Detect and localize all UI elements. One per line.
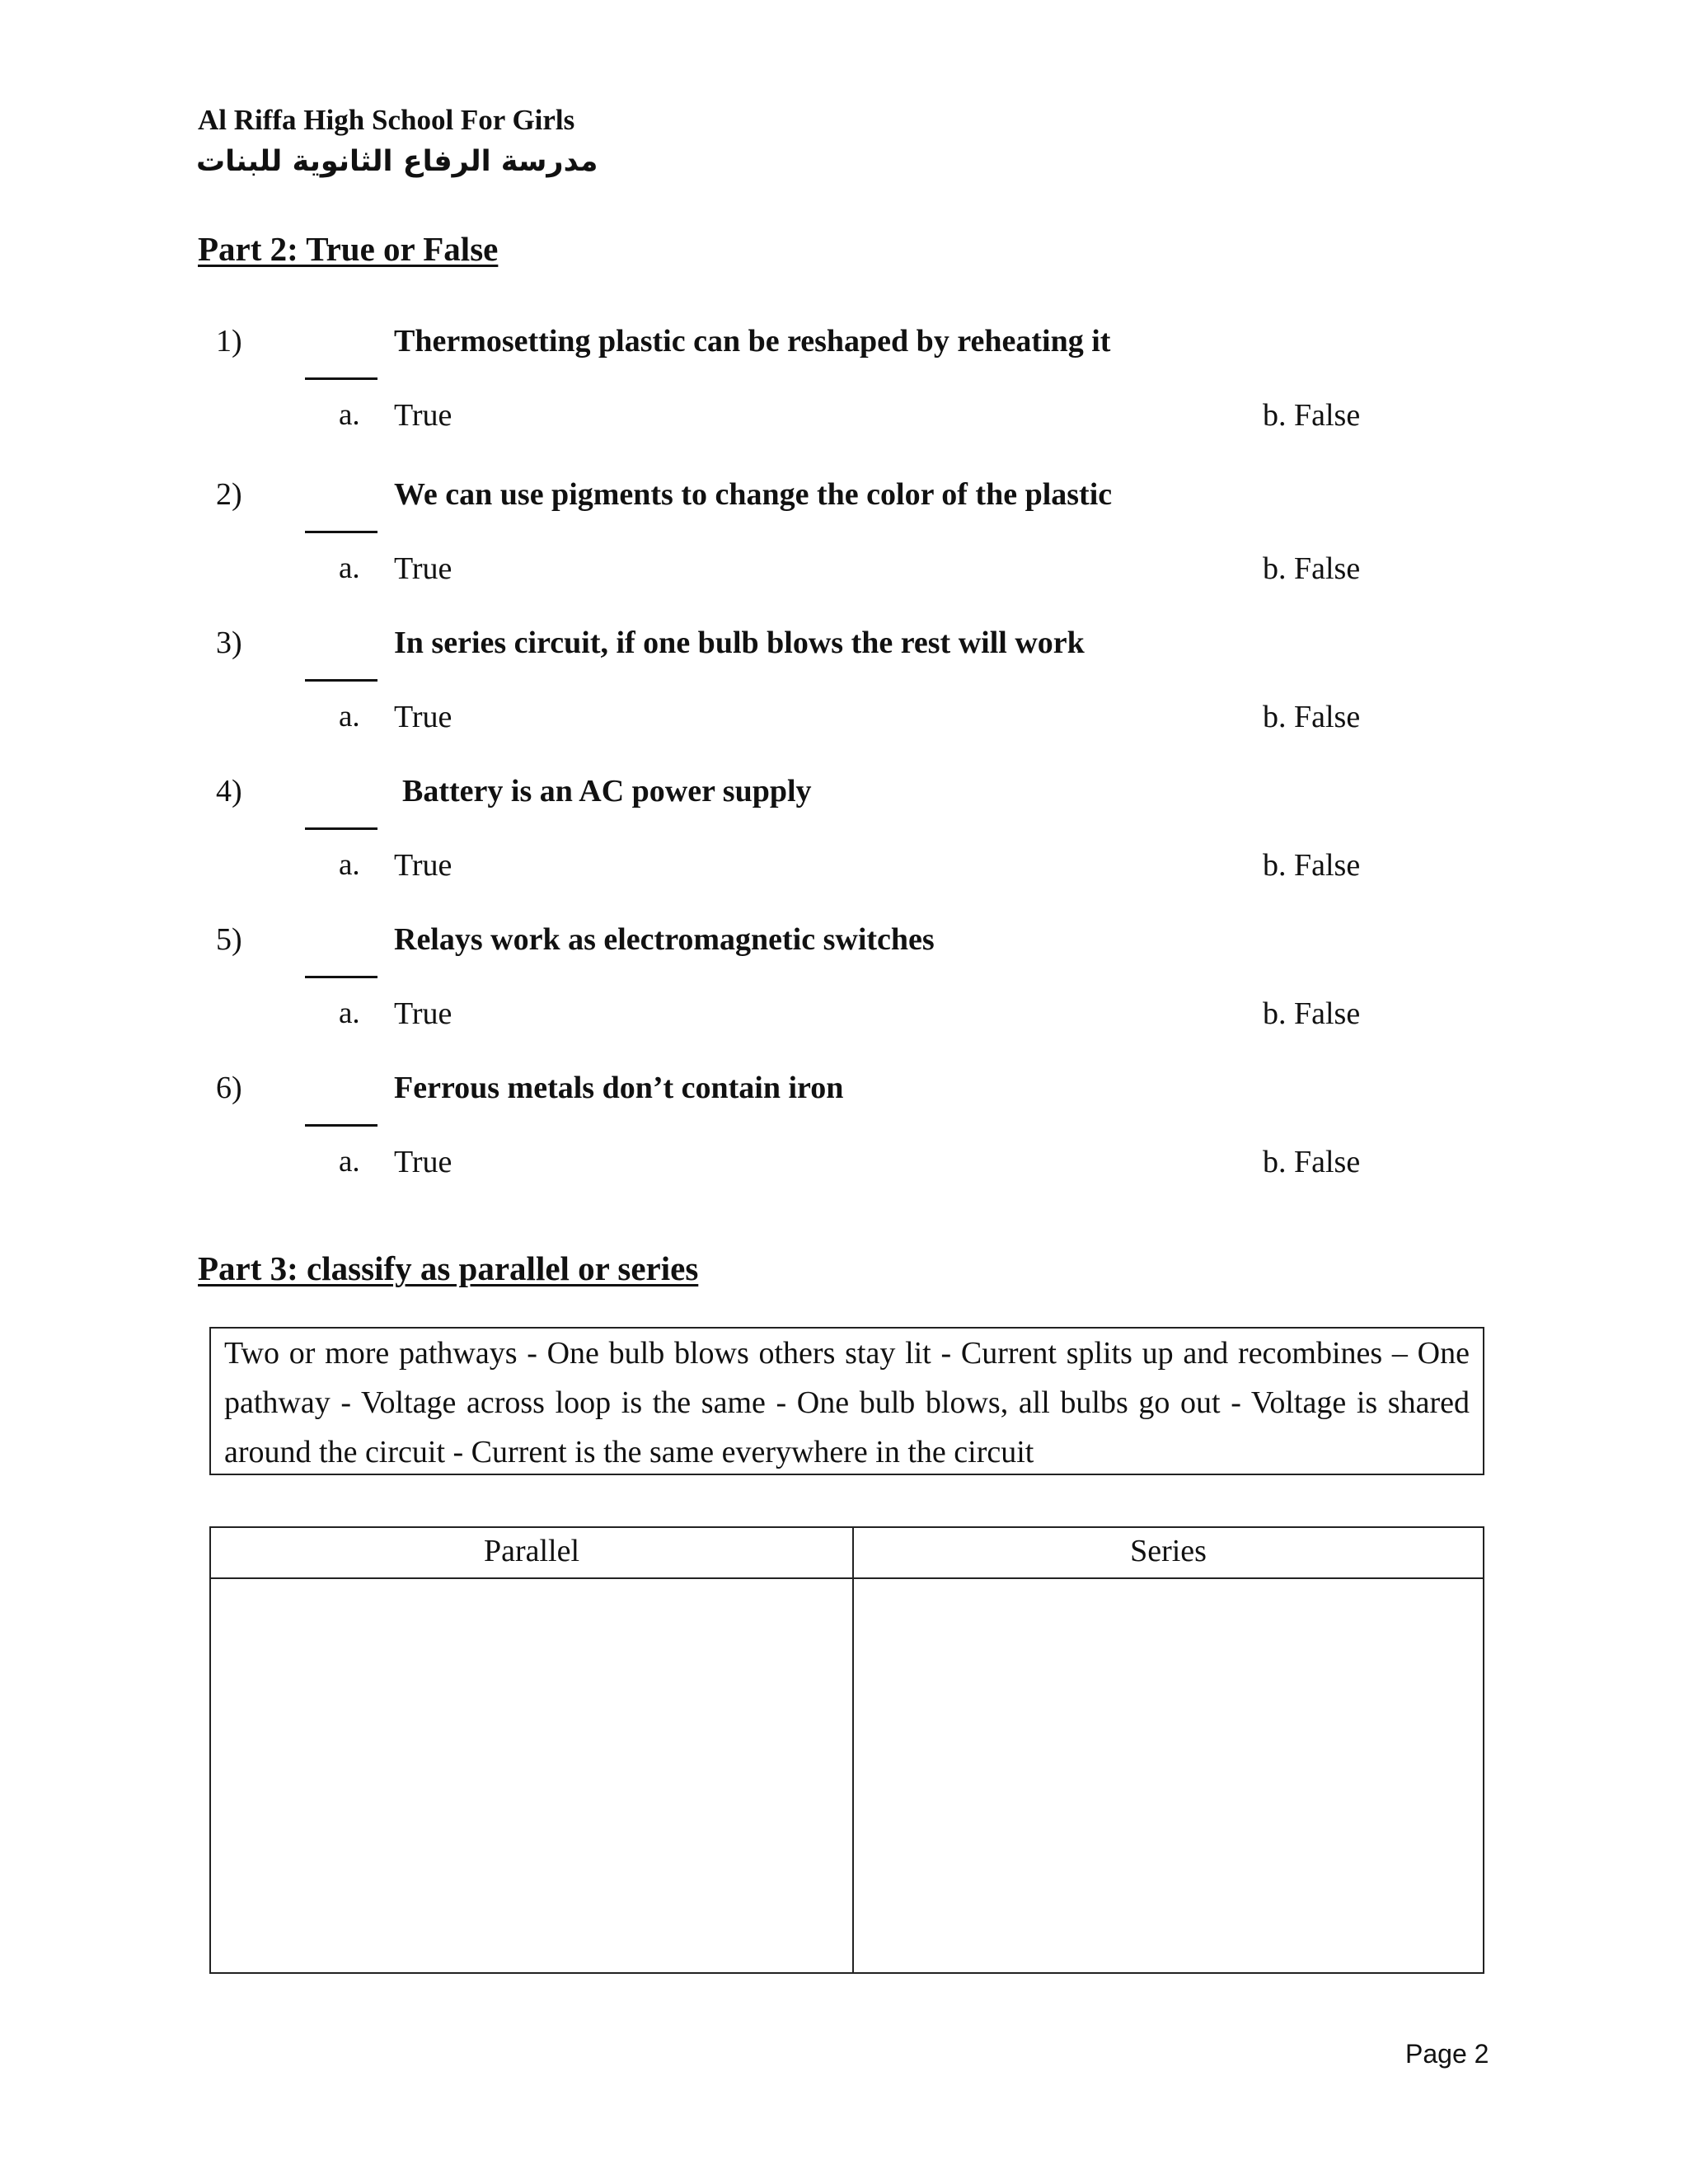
question-number: 5) — [216, 922, 242, 957]
option-b[interactable]: b. False — [1263, 700, 1361, 734]
option-a-letter: a. — [339, 1145, 360, 1179]
question-number: 1) — [216, 324, 242, 359]
option-a-letter: a. — [339, 996, 360, 1030]
classify-table — [209, 1526, 1484, 1974]
part3-title: Part 3: classify as parallel or series — [198, 1249, 699, 1287]
option-b[interactable]: b. False — [1263, 848, 1361, 883]
answer-blank[interactable] — [305, 976, 377, 978]
answer-blank[interactable] — [305, 1124, 377, 1127]
question-number: 3) — [216, 626, 242, 660]
option-b[interactable]: b. False — [1263, 398, 1361, 433]
option-a-letter: a. — [339, 551, 360, 585]
question-text: We can use pigments to change the color of the plastic — [394, 477, 1113, 512]
option-a-text[interactable]: True — [394, 848, 452, 883]
question-number: 2) — [216, 477, 242, 512]
option-a-text[interactable]: True — [394, 700, 452, 734]
option-a-text[interactable]: True — [394, 398, 452, 433]
question-text: Relays work as electromagnetic switches — [394, 922, 935, 957]
question-text: In series circuit, if one bulb blows the rest will work — [394, 626, 1085, 660]
column-divider — [852, 1528, 854, 1972]
page-number: Page 2 — [1405, 2039, 1489, 2069]
question-number: 4) — [216, 774, 242, 808]
parallel-answer-cell[interactable] — [211, 1579, 851, 1972]
option-a-text[interactable]: True — [394, 996, 452, 1031]
answer-blank[interactable] — [305, 679, 377, 682]
option-a-letter: a. — [339, 398, 360, 432]
question-text: Battery is an AC power supply — [402, 774, 812, 808]
option-b[interactable]: b. False — [1263, 551, 1361, 586]
question-text: Ferrous metals don’t contain iron — [394, 1071, 844, 1105]
answer-blank[interactable] — [305, 531, 377, 533]
option-b[interactable]: b. False — [1263, 1145, 1361, 1179]
school-name-arabic: مدرسة الرفاع الثانوية للبنات — [196, 145, 598, 178]
question-number: 6) — [216, 1071, 242, 1105]
option-a-letter: a. — [339, 700, 360, 733]
answer-blank[interactable] — [305, 827, 377, 830]
series-column-header: Series — [1130, 1534, 1207, 1568]
answer-blank[interactable] — [305, 377, 377, 380]
option-b[interactable]: b. False — [1263, 996, 1361, 1031]
option-a-text[interactable]: True — [394, 551, 452, 586]
school-name-english: Al Riffa High School For Girls — [198, 104, 575, 136]
parallel-column-header: Parallel — [483, 1534, 580, 1568]
option-a-letter: a. — [339, 848, 360, 882]
option-a-text[interactable]: True — [394, 1145, 452, 1179]
question-text: Thermosetting plastic can be reshaped by reheating it — [394, 324, 1111, 359]
word-bank-box: Two or more pathways - One bulb blows others stay lit - Current splits up and recombines – One pathway - Voltage across loop is the same - One bulb blows, all bulbs go out - Voltage is shared around the circuit - Current is the same everywhere in the circuit — [209, 1327, 1484, 1475]
series-answer-cell[interactable] — [855, 1579, 1483, 1972]
part2-title: Part 2: True or False — [198, 230, 499, 268]
